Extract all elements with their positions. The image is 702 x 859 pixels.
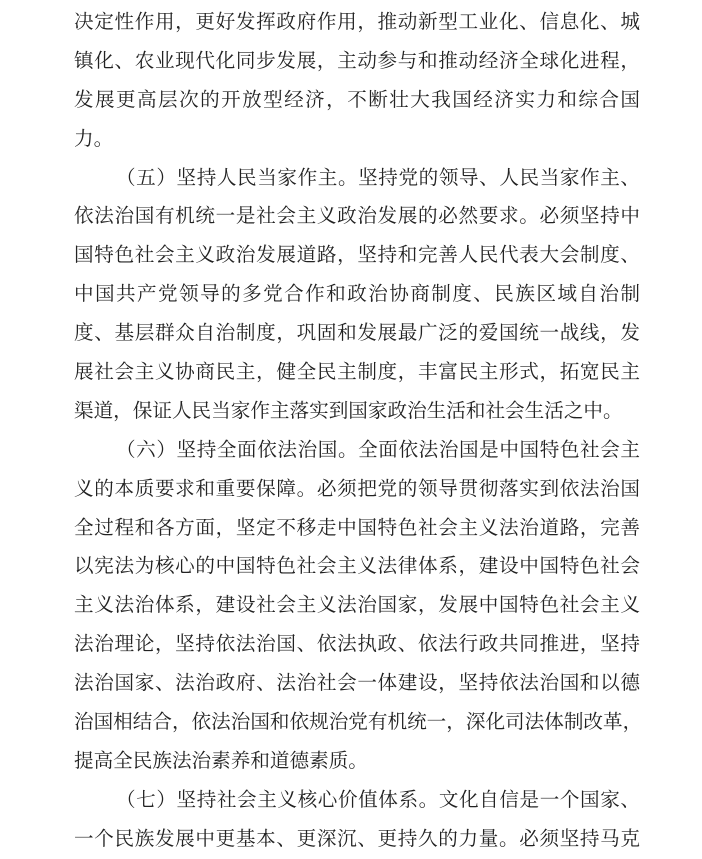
text-line: 提高全民族法治素养和道德素质。	[74, 748, 368, 772]
text-line: 法治理论，坚持依法治国、依法执政、依法行政共同推进，坚持	[74, 632, 640, 656]
paragraph	[74, 781, 640, 859]
text-line: 全过程和各方面，坚定不移走中国特色社会主义法治道路，完善	[74, 515, 640, 539]
text-line: 义的本质要求和重要保障。必须把党的领导贯彻落实到依法治国	[74, 476, 640, 500]
text-line: 力。	[74, 126, 114, 150]
text-line: 镇化、农业现代化同步发展，主动参与和推动经济全球化进程，	[74, 48, 640, 72]
text-line: 渠道，保证人民当家作主落实到国家政治生活和社会生活之中。	[74, 398, 623, 422]
paragraph	[74, 159, 640, 431]
text-line: 决定性作用，更好发挥政府作用，推动新型工业化、信息化、城	[74, 10, 640, 33]
text-line: 法治国家、法治政府、法治社会一体建设，坚持依法治国和以德	[74, 671, 640, 695]
text-line: 主义法治体系，建设社会主义法治国家，发展中国特色社会主义	[74, 593, 640, 617]
text-line: 发展更高层次的开放型经济，不断壮大我国经济实力和综合国	[74, 87, 640, 111]
text-line: （五）坚持人民当家作主。坚持党的领导、人民当家作主、	[116, 165, 640, 189]
text-line: 中国共产党领导的多党合作和政治协商制度、民族区域自治制	[74, 282, 640, 306]
text-line: 度、基层群众自治制度，巩固和发展最广泛的爱国统一战线，发	[74, 321, 640, 345]
text-line: 以宪法为核心的中国特色社会主义法律体系，建设中国特色社会	[74, 554, 640, 578]
paragraph	[74, 3, 640, 159]
text-line: 展社会主义协商民主，健全民主制度，丰富民主形式，拓宽民主	[74, 360, 640, 384]
paragraph	[74, 431, 643, 781]
text-line: 治国相结合，依法治国和依规治党有机统一，深化司法体制改革，	[74, 710, 643, 734]
document-page	[74, 0, 643, 859]
text-line: （七）坚持社会主义核心价值体系。文化自信是一个国家、	[116, 787, 640, 811]
text-line: 国特色社会主义政治发展道路，坚持和完善人民代表大会制度、	[74, 243, 640, 267]
text-line: （六）坚持全面依法治国。全面依法治国是中国特色社会主	[116, 437, 640, 461]
text-line: 依法治国有机统一是社会主义政治发展的必然要求。必须坚持中	[74, 204, 640, 228]
text-line: 一个民族发展中更基本、更深沉、更持久的力量。必须坚持马克	[74, 826, 640, 850]
